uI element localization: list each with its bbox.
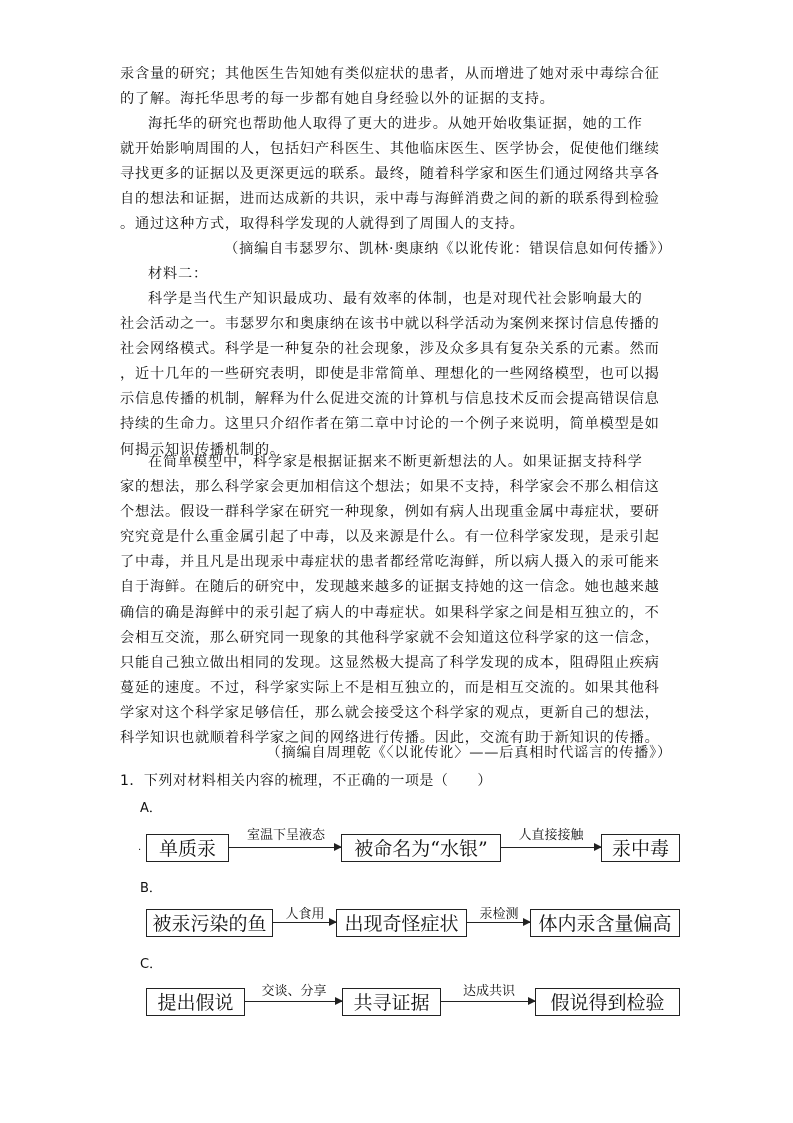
option-c-arrow-2-label: 达成共识: [462, 984, 515, 999]
text-line: 学家对这个科学家足够信任，那么就会接受这个科学家的观点，更新自己的想法，: [120, 704, 660, 721]
option-b-box-3: 体内汞含量偏高: [530, 909, 680, 937]
material-2-label: [120, 262, 672, 287]
option-a-box-3: 汞中毒: [601, 834, 680, 862]
text-line: 会相互交流，那么研究同一现象的其他科学家就不会知道这位科学家的这一信念，: [120, 629, 660, 646]
option-b-arrow-2: [467, 922, 530, 923]
text-line: 自于海鲜。在随后的研究中，发现越来越多的证据支持她的这一信念。她也越来越: [120, 579, 660, 596]
text-line: ，近十几年的一些研究表明，即使是非常简单、理想化的一些网络模型，也可以揭: [120, 366, 660, 383]
text-line: 科学知识也就顺着科学家之间的网络进行传播。因此，交流有助于新知识的传播。: [120, 730, 660, 747]
option-a-box-2: 被命名为“水银”: [341, 834, 501, 862]
text-line: 在简单模型中，科学家是根据证据来不断更新想法的人。如果证据支持科学: [148, 454, 643, 470]
text-line: 就开始影响周围的人，包括妇产科医生、其他临床医生、医学协会，促使他们继续: [120, 141, 660, 158]
text-line: 确信的确是海鲜中的汞引起了病人的中毒症状。如果科学家之间是相互独立的，不: [120, 604, 660, 621]
option-b-arrow-1: [273, 922, 336, 923]
option-c-box-1: 提出假说: [146, 988, 245, 1016]
option-c-label[interactable]: C．: [140, 957, 163, 972]
question-stem: 1．下列对材料相关内容的梳理，不正确的一项是（ ）: [120, 773, 492, 789]
option-c-box-3: 假说得到检验: [535, 988, 680, 1016]
option-b-box-1: 被汞污染的鱼: [146, 909, 273, 937]
source-citation-1: [120, 237, 672, 262]
option-b-arrow-2-label: 汞检测: [479, 907, 519, 922]
option-c-arrow-2: [441, 1001, 535, 1002]
stray-mark: .: [138, 842, 142, 853]
passage-paragraph-3: [120, 287, 672, 463]
option-a-arrow-2-label: 人直接接触: [518, 828, 584, 843]
option-a-box-1: 单质汞: [146, 834, 229, 862]
text-line: 持续的生命力。这里只介绍作者在第二章中讨论的一个例子来说明，简单模型是如: [120, 416, 660, 433]
text-line: 社会活动之一。韦瑟罗尔和奥康纳在该书中就以科学活动为案例来探讨信息传播的: [120, 316, 660, 333]
text-line: 寻找更多的证据以及更深更远的联系。最终，随着科学家和医生们通过网络共享各: [120, 166, 660, 183]
text-line: 自的想法和证据，进而达成新的共识，汞中毒与海鲜消费之间的新的联系得到检验: [120, 191, 660, 208]
text-line: 示信息传播的机制，解释为什么促进交流的计算机与信息技术反而会提高错误信息: [120, 391, 660, 408]
text-line: 汞含量的研究；其他医生告知她有类似症状的患者，从而增进了她对汞中毒综合征: [120, 66, 660, 82]
option-c-arrow-1-label: 交谈、分享: [261, 984, 327, 999]
text-line: 家的想法，那么科学家会更加相信这个想法；如果不支持，科学家会不那么相信这: [120, 479, 660, 496]
text-line: 了中毒，并且凡是出现汞中毒症状的患者都经常吃海鲜，所以病人摄入的汞可能来: [120, 554, 660, 571]
text-line: 何揭示知识传播机制的。: [120, 441, 285, 458]
text-line: 。通过这种方式，取得科学发现的人就得到了周围人的支持。: [120, 216, 525, 233]
text-line: 只能自己独立做出相同的发现。这显然极大提高了科学发现的成本，阻碍阻止疾病: [120, 654, 660, 671]
source-text: （摘编自韦瑟罗尔、凯林·奥康纳《以讹传讹：错误信息如何传播》）: [224, 241, 672, 257]
text-line: 科学是当代生产知识最成功、最有效率的体制，也是对现代社会影响最大的: [148, 291, 643, 307]
source-text: （摘编自周理乾《〈以讹传讹〉——后真相时代谣言的传播》）: [266, 745, 672, 761]
text-line: 海托华的研究也帮助他人取得了更大的进步。从她开始收集证据，她的工作: [148, 116, 643, 132]
option-a-arrow-2: [501, 847, 601, 848]
option-b-arrow-1-label: 人食用: [285, 907, 325, 922]
material-label-text: 材料二：: [148, 266, 208, 282]
text-line: 蔓延的速度。不过，科学家实际上不是相互独立的，而是相互交流的。如果其他科: [120, 679, 660, 696]
option-a-arrow-1-label: 室温下呈液态: [246, 828, 325, 843]
passage-paragraph-4: [120, 450, 672, 751]
text-line: 究究竟是什么重金属引起了中毒，以及来源是什么。有一位科学家发现，是汞引起: [120, 529, 660, 546]
source-citation-2: [120, 741, 672, 766]
text-line: 个想法。假设一群科学家在研究一种现象，例如有病人出现重金属中毒症状，要研: [120, 504, 660, 521]
passage-paragraph-2: [120, 112, 672, 237]
option-a-arrow-1: [229, 847, 341, 848]
text-line: 的了解。海托华思考的每一步都有她自身经验以外的证据的支持。: [120, 91, 555, 108]
option-c-box-2: 共寻证据: [342, 988, 441, 1016]
option-b-box-2: 出现奇怪症状: [336, 909, 467, 937]
option-b-label[interactable]: B．: [140, 881, 162, 896]
option-a-label[interactable]: A．: [140, 801, 162, 816]
passage-paragraph-1: [120, 62, 672, 112]
option-c-arrow-1: [245, 1001, 342, 1002]
text-line: 社会网络模式。科学是一种复杂的社会现象，涉及众多具有复杂关系的元素。然而: [120, 341, 660, 358]
